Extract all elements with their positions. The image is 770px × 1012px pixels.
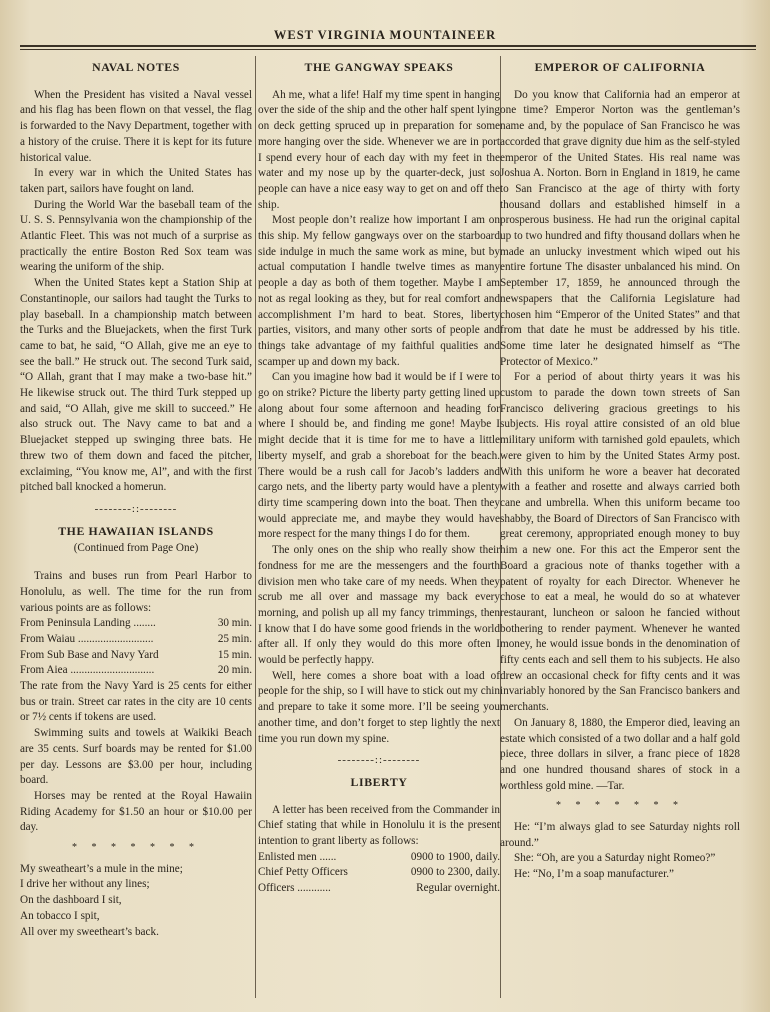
naval-notes-heading: NAVAL NOTES — [92, 60, 180, 74]
joke-line: She: “Oh, are you a Saturday night Romeo?” — [514, 852, 716, 865]
column-divider — [255, 56, 256, 998]
masthead-rule-thin — [20, 49, 756, 50]
time-place: From Peninsula Landing ........ — [20, 617, 156, 630]
masthead: WEST VIRGINIA MOUNTAINEER — [273, 28, 497, 42]
poem-line: On the dashboard I sit, — [20, 894, 122, 907]
poem-line: All over my sweetheart’s back. — [20, 925, 159, 938]
time-row — [20, 616, 252, 632]
naval-paragraph: During the World War the baseball team of the U. S. S. Pennsylvania won the championship of the Atlantic Fleet. This was not much of a surprise as practically the entire Boston Red Sox team was wearing the uniform of the ship. — [20, 198, 252, 274]
hawaii-paragraph: Horses may be rented at the Royal Hawaiin Riding Academy for $1.50 an hour or $10.00 per day. — [20, 789, 252, 834]
column-left — [20, 56, 252, 940]
time-row — [20, 632, 252, 648]
emperor-heading: EMPEROR OF CALIFORNIA — [534, 60, 706, 74]
emperor-paragraph: For a period of about thirty years it was his custom to parade the down town streets of San Francisco delivering gracious greetings to his subjects. His royal attire consisted of an old blue military uniform with tarnished gold epaulets, which were given to him by the United States Army post. With this uniform he wore a beaver hat decorated with a feather and rosette and always carried both cane and umbrella. When this uniform became too shabby, the Board of Directors of San Francisco with great ceremony, appropriated enough money to buy him a new one. For this act the Emperor sent the Board a gracious note of thanks together with a patent of royalty for each Director. Whenever he chose to eat a meal, he would do so at whatever restaurant, luncheon or saloon he fancied without bothering to render payment. Whenever he wanted money, he would issue bonds in the denomination of fifty cents each and sell them to his subjects. He also drew an occasional check for fifty cents and it was invariably honored by the San Francisco bankers and merchants. — [500, 371, 740, 714]
poem-line: An tobacco I spit, — [20, 909, 100, 922]
gangway-heading: THE GANGWAY SPEAKS — [304, 60, 454, 74]
emperor-paragraph: On January 8, 1880, the Emperor died, leaving an estate which consisted of a two dollar and a half gold piece, three dollars in silver, a franc piece of 1828 and one hundred thousand shares of stock in a worthless gold mine. —Tar. — [500, 716, 740, 792]
liberty-row — [258, 850, 500, 866]
gangway-paragraph: Ah me, what a life! Half my time spent in hanging over the side of the ship and the other half spent lying on deck getting spruced up in preparation for some more hanging over the side. Whenever we are in port I spend every hour of each day with my feet in the water and my nose up by the quarter-deck, just so people can have a nice easy way to get on and off the ship. — [258, 88, 500, 211]
naval-paragraph: When the United States kept a Station Ship at Constantinople, our sailors had taught the Turks to play baseball. In a championship match between the Turks and the Bluejackets, when the first Turk came to bat, he said, “O Allah, give me an eye to see the ball.” He struck out. The second Turk said, “O Allah, grant that I may make a two-base hit.” He likewise struck out. The third Turk stepped up and said, “O Allah, give me skill to succeed.” He also struck out. The Navy came to bat and a Bluejacket stepped up swinging three bats. He threw two of them down and faced the pitcher, exclaiming, “You know me, Al”, and with the first pitched ball knocked a homerun. — [20, 277, 252, 494]
gangway-paragraph: Most people don’t realize how important I am on this ship. My fellow gangways over on the starboard side indulge in much the same work as mine, but by actual computation I handle twelve times as many people a day as both of them together. Maybe I am not as regal looking as they, but for real comfort and accomplishment I’m hard to beat. Stores, liberty parties, visitors, and many other sorts of people and things take advantage of my faithful qualities and scamper up and down my back. — [258, 214, 500, 368]
hawaii-paragraph: Trains and buses run from Pearl Harbor to Honolulu, as well. The time for the run from various points are as follows: — [20, 570, 252, 614]
section-separator: --------::-------- — [337, 754, 421, 767]
time-row — [20, 648, 252, 664]
stars-divider: * * * * * * * — [72, 842, 200, 854]
hawaii-paragraph: The rate from the Navy Yard is 25 cents for either bus or train. Street car rates in the city are 10 cents or 7½ cents if tokens are used. — [20, 680, 252, 724]
gangway-paragraph: Can you imagine how bad it would be if I were to go on strike? Picture the liberty party getting lined up along about four some afternoon and heading for where I should be, and finding me gone! Maybe I might decide that it is time for me to have a little liberty myself, and grab a shoreboat for the beach. There would be a rush call for Jacob’s ladders and cargo nets, and the liberty party would have a plenty dirty time scampering down into the boat. Then they would appreciate me, and maybe they would have more respect for the many things I do for them. — [258, 371, 500, 541]
gangway-paragraph: Well, here comes a shore boat with a load of people for the ship, so I will have to stick out my chin and prepare to take it some more. I’ll be seeing you another time, and don’t forget to step lightly the next time you run down my spine. — [258, 669, 500, 745]
liberty-who: Chief Petty Officers — [258, 866, 348, 879]
time-value: 20 min. — [217, 664, 252, 677]
time-row — [20, 663, 252, 679]
naval-paragraph: In every war in which the United States has taken part, sailors have fought on land. — [20, 167, 252, 195]
section-separator: --------::-------- — [94, 502, 178, 515]
liberty-row — [258, 865, 500, 881]
liberty-paragraph: A letter has been received from the Commander in Chief stating that while in Honolulu it is the present intention to grant liberty as follows: — [258, 803, 500, 848]
hawaiian-islands-subheading: (Continued from Page One) — [73, 542, 199, 555]
liberty-who: Enlisted men ...... — [258, 850, 337, 863]
liberty-when: 0900 to 2300, daily. — [410, 866, 500, 879]
joke-line: He: “No, I’m a soap manufacturer.” — [514, 868, 674, 881]
time-place: From Waiau ........................... — [20, 632, 154, 645]
time-value: 30 min. — [217, 617, 252, 630]
column-right — [500, 56, 740, 883]
naval-paragraph: When the President has visited a Naval vessel and his flag has been flown on that vessel, the flag is forwarded to the Navy Department, together with a history of the cruise. There it is kept for its future historical value. — [20, 88, 252, 164]
liberty-when: 0900 to 1900, daily. — [410, 850, 500, 863]
gangway-paragraph: The only ones on the ship who really show their fondness for me are the messengers and the fourth division men who take care of my needs. When they scrub me all over and massage my back every morning, and polish up all my fancy trimmings, then I know that I do have some good friends in the world after all. If only they would do this more often I would be perfectly happy. — [258, 544, 500, 667]
poem-line: I drive her without any lines; — [20, 878, 150, 891]
liberty-heading: LIBERTY — [350, 774, 408, 789]
emperor-paragraph: Do you know that California had an emperor at one time? Emperor Norton was the gentleman’s name and, by the populace of San Francisco he was accorded that grave dignity due him as the self-styled emperor of the United States. His real name was Joshua A. Norton. Born in England in 1819, he came to San Francisco at the age of thirty with forty thousand dollars and established himself in a prosperous business. He had run the original capital up to two hundred and fifty thousand dollars when he made an unlucky investment which wiped out his entire fortune The disaster unbalanced his mind. On September 17, 1859, he announced through the newspapers that the California Legislature had chosen him “Emperor of the United States” and that from that date he must be addressed by his title. Some time later he designated himself as “The Protector of Mexico.” — [500, 88, 740, 368]
masthead-rule — [20, 45, 756, 47]
hawaii-paragraph: Swimming suits and towels at Waikiki Beach are 35 cents. Surf boards may be rented for $1.00 per day. Lessons are $3.00 per hour, including board. — [20, 727, 252, 787]
liberty-who: Officers ............ — [258, 882, 331, 895]
stars-divider: * * * * * * * — [556, 800, 684, 812]
poem-line: My sweatheart’s a mule in the mine; — [20, 862, 183, 875]
time-place: From Aiea .............................. — [20, 664, 155, 677]
time-value: 25 min. — [217, 632, 252, 645]
hawaiian-islands-heading: THE HAWAIIAN ISLANDS — [58, 523, 214, 538]
column-middle — [258, 56, 500, 897]
liberty-row — [258, 881, 500, 897]
time-place: From Sub Base and Navy Yard — [20, 648, 159, 661]
joke-line: He: “I’m always glad to see Saturday nights roll around.” — [500, 821, 740, 849]
time-value: 15 min. — [217, 648, 252, 661]
liberty-when: Regular overnight. — [416, 882, 500, 895]
